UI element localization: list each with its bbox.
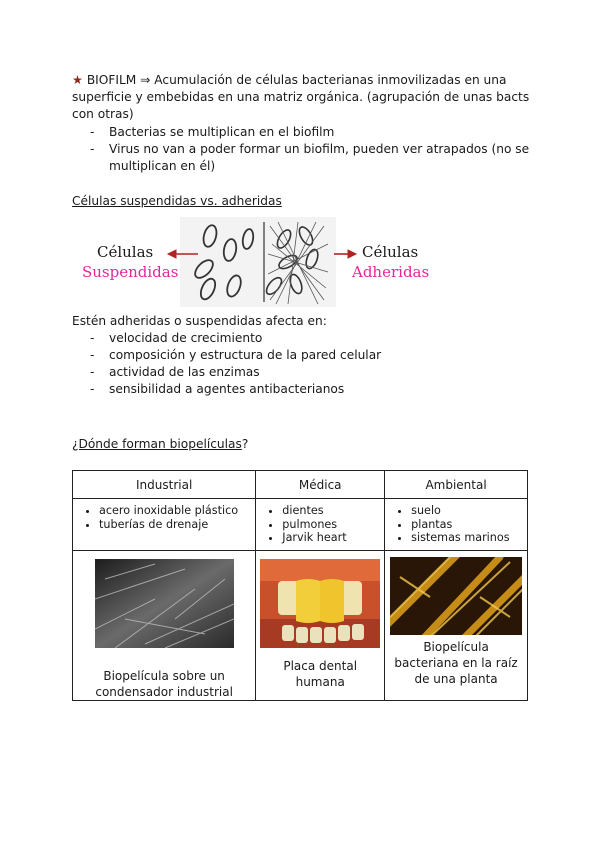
- dash-marker: -: [90, 125, 95, 139]
- effects-section: [72, 313, 532, 398]
- biofilm-definition: [72, 72, 532, 123]
- right-subtitle: Adheridas: [352, 263, 430, 281]
- medica-image-cell: [256, 551, 385, 701]
- ambiental-image-cell: [385, 551, 528, 701]
- industrial-list-cell: [73, 499, 256, 551]
- list-item: • sistemas marinos: [411, 531, 527, 545]
- dash-marker: -: [90, 365, 95, 379]
- ambiental-list: [385, 499, 527, 545]
- right-title: Células: [362, 243, 419, 261]
- industrial-biofilm-image: [95, 559, 234, 648]
- cells-figure: [82, 214, 433, 310]
- industrial-caption: Biopelícula sobre un condensador industrial: [95, 669, 233, 699]
- definition-line-1: Acumulación de células bacterianas inmovilizadas en una: [154, 73, 507, 87]
- cells-diagram: [88, 214, 433, 310]
- dash-marker: -: [90, 331, 95, 345]
- dental-plaque-image: [260, 559, 380, 648]
- section-title-cells: Células suspendidas vs. adheridas: [72, 194, 282, 208]
- industrial-image-cell: [73, 551, 256, 701]
- definition-line-3: con otras): [72, 107, 134, 121]
- header-industrial: Industrial: [73, 471, 256, 499]
- ambiental-caption: Biopelícula bacteriana en la raíz de una planta: [394, 640, 518, 686]
- medica-list-cell: [256, 499, 385, 551]
- note-item-2-line-1: Virus no van a poder formar un biofilm, pueden ver atrapados (no se: [109, 142, 530, 156]
- section-title-where: ¿Dónde forman biopelículas?: [72, 437, 249, 451]
- dash-marker: -: [90, 142, 95, 156]
- effect-item-4: sensibilidad a agentes antibacterianos: [109, 382, 345, 396]
- header-ambiental: Ambiental: [385, 471, 528, 499]
- effect-item-3: actividad de las enzimas: [109, 365, 260, 379]
- biofilm-notes: [72, 124, 532, 175]
- ambiental-list-cell: [385, 499, 528, 551]
- left-title: Células: [97, 243, 154, 261]
- list-item: • plantas: [411, 518, 527, 532]
- effect-item-1: velocidad de crecimiento: [109, 331, 263, 345]
- implies-arrow: ⇒: [140, 73, 151, 87]
- list-item: • Jarvik heart: [282, 531, 384, 545]
- root-biofilm-image: [390, 557, 522, 635]
- note-item-2-line-2: multiplican en él): [109, 159, 216, 173]
- list-item: • tuberías de drenaje: [99, 518, 255, 532]
- note-item-1: Bacterias se multiplican en el biofilm: [109, 125, 335, 139]
- list-item: • pulmones: [282, 518, 384, 532]
- left-subtitle: Suspendidas: [82, 263, 179, 281]
- effect-item-2: composición y estructura de la pared celular: [109, 348, 382, 362]
- medica-list: [256, 499, 384, 545]
- dash-marker: -: [90, 382, 95, 396]
- definition-line-2: superficie y embebidas en una matriz orgánica. (agrupación de unas bacts: [72, 90, 530, 104]
- star-icon: ★: [72, 73, 83, 87]
- list-item: • suelo: [411, 504, 527, 518]
- dash-marker: -: [90, 348, 95, 362]
- medica-caption: Placa dental humana: [283, 659, 358, 689]
- list-item: • acero inoxidable plástico: [99, 504, 255, 518]
- right-arrow-icon: [334, 250, 356, 258]
- list-item: • dientes: [282, 504, 384, 518]
- industrial-list: [73, 499, 255, 531]
- effects-intro: Estén adheridas o suspendidas afecta en:: [72, 314, 327, 328]
- header-medica: Médica: [256, 471, 385, 499]
- biofilm-locations-table: [72, 470, 528, 701]
- biofilm-term: BIOFILM: [86, 73, 137, 87]
